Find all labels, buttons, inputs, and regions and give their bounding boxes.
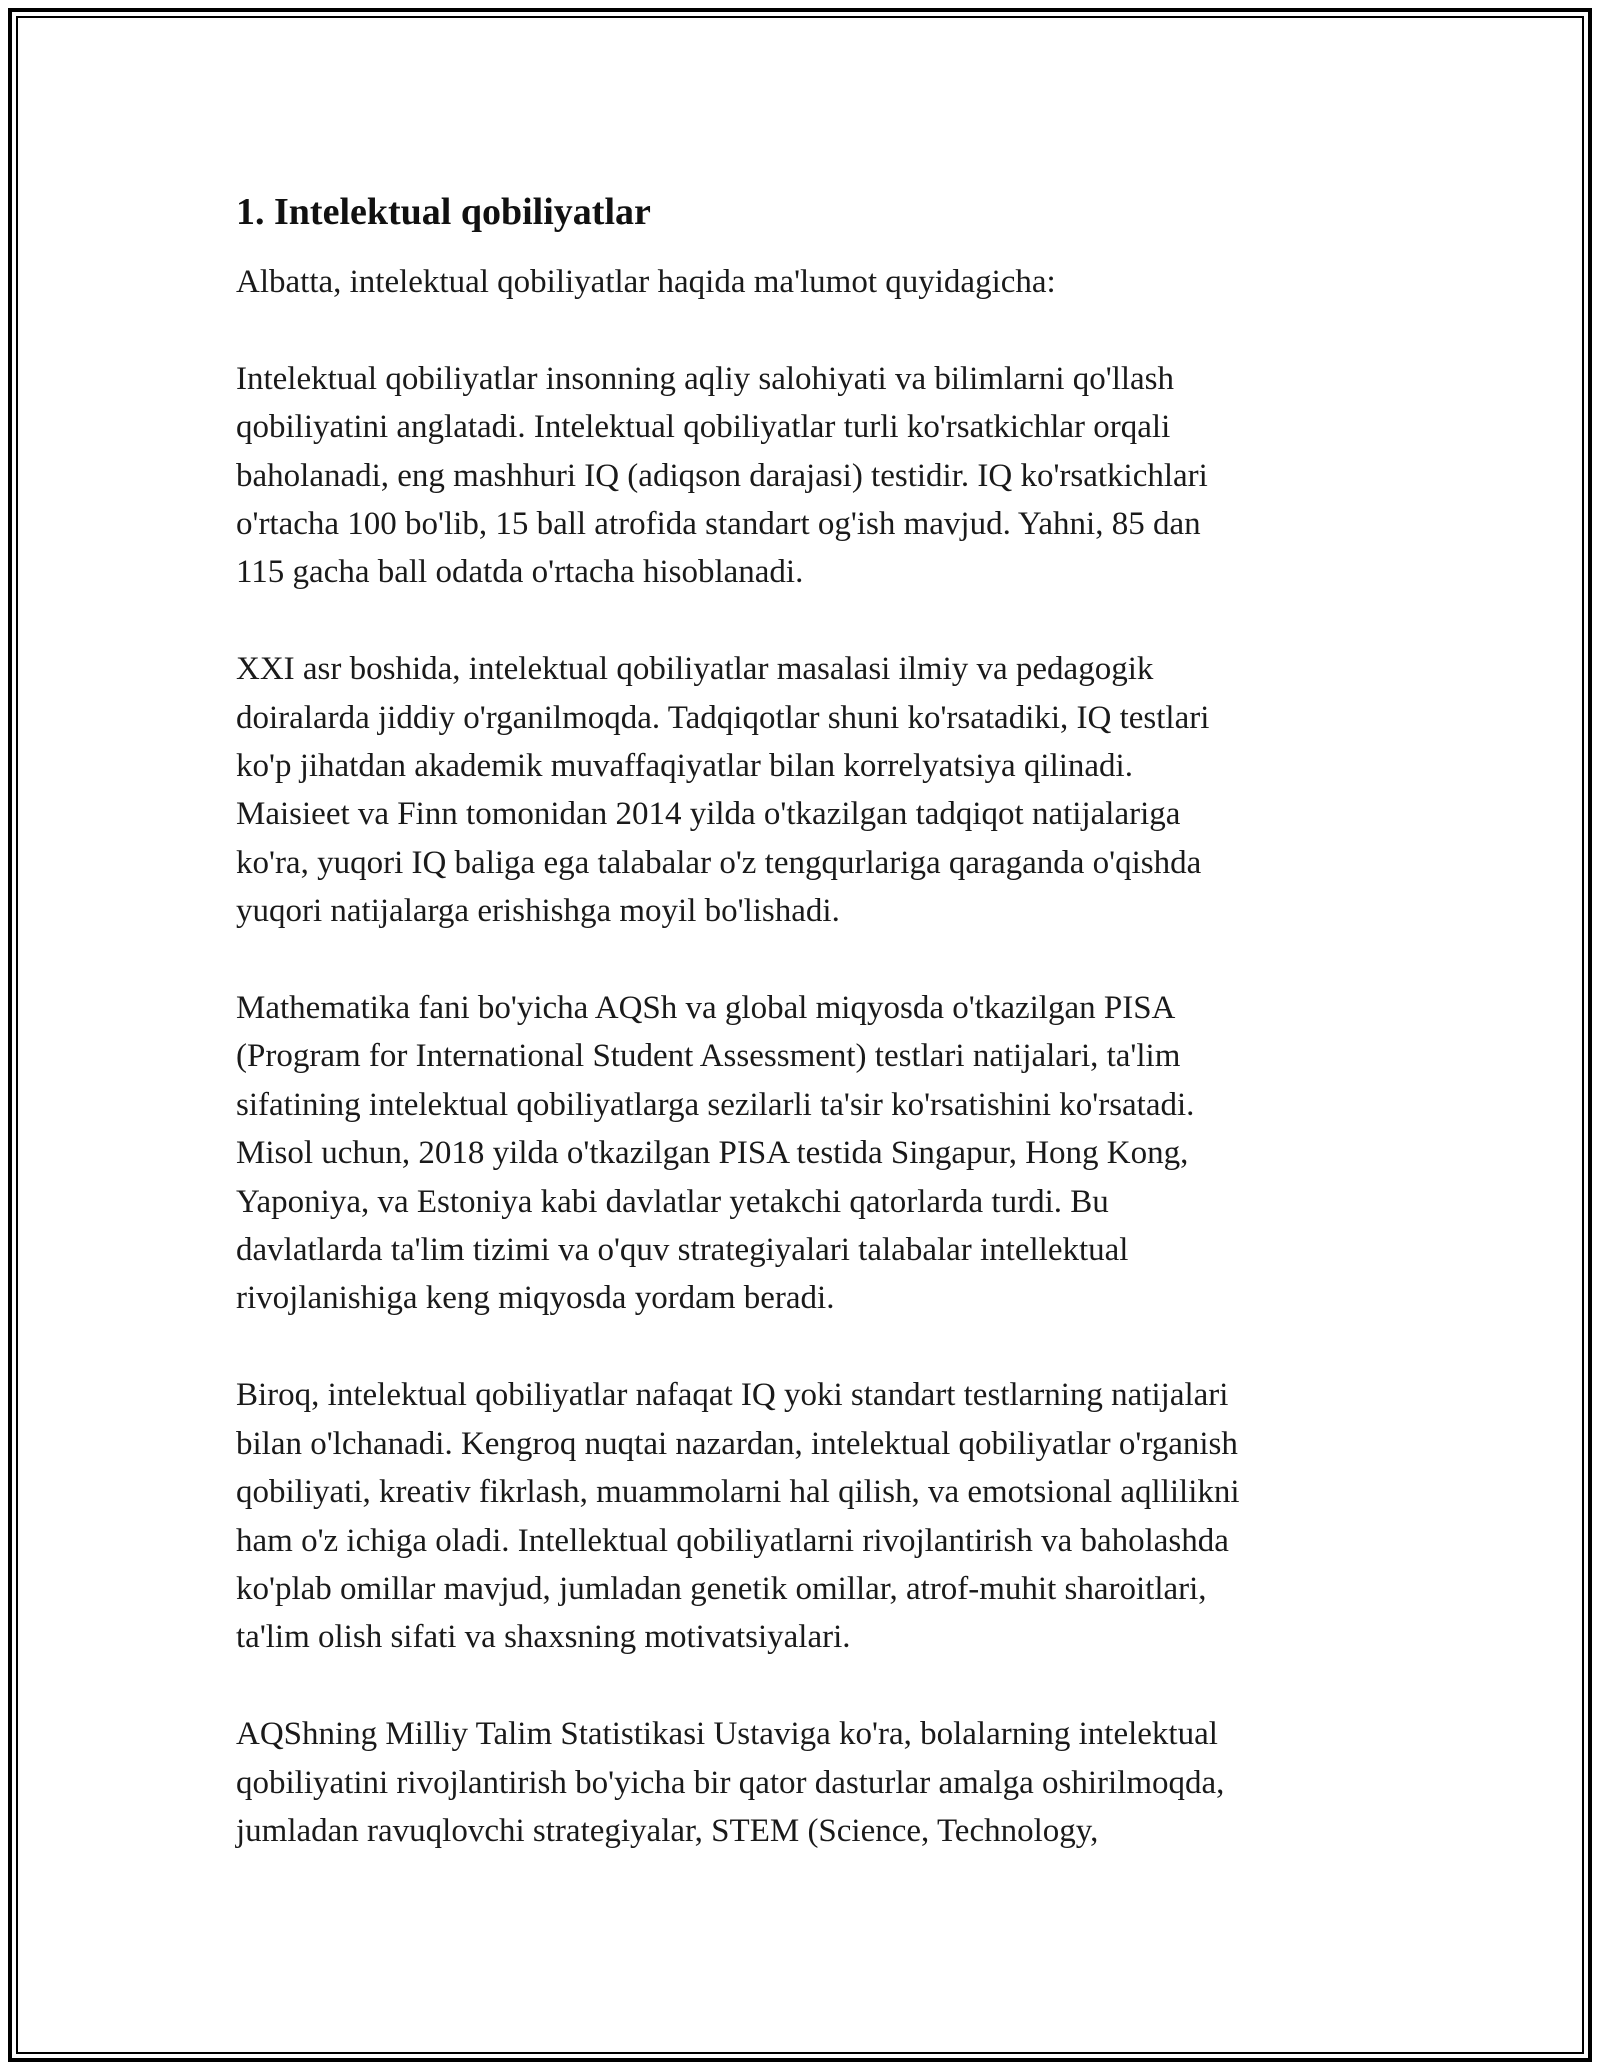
paragraph-usa-programs: AQShning Milliy Talim Statistikasi Ustaviga ko'ra, bolalarning intelektual qobiliyatini rivojlantirish bo'yicha bir qator dasturlar amalga oshirilmoqda, jumladan ravuqlovchi strategiyalar, STEM (Science, Technology, <box>236 1716 1225 1849</box>
paragraph-pisa: Mathematika fani bo'yicha AQSh va global miqyosda o'tkazilgan PISA (Program for International Student Assessment) testlari natijalari, ta'lim sifatining intelektual qobiliyatlarga sezilarli ta'sir ko'rsatishini ko'rsatadi. Misol uchun, 2018 yilda o'tkazilgan PISA testida Singapur, Hong Kong, Yaponiya, va Estoniya kabi davlatlar yetakchi qatorlarda turdi. Bu davlatlarda ta'lim tizimi va o'quv strategiyalari talabalar intellektual rivojlanishiga keng miqyosda yordam beradi. <box>236 990 1195 1317</box>
paragraph-broader-view: Biroq, intelektual qobiliyatlar nafaqat IQ yoki standart testlarning natijalari bilan o'lchanadi. Kengroq nuqtai nazardan, intelektual qobiliyatlar o'rganish qobiliyati, kreativ fikrlash, muammolarni hal qilish, va emotsional aqllilikni ham o'z ichiga oladi. Intellektual qobiliyatlarni rivojlantirish va baholashda ko'plab omillar mavjud, jumladan genetik omillar, atrof-muhit sharoitlari, ta'lim olish sifati va shaxsning motivatsiyalari. <box>236 1377 1240 1656</box>
section-heading: 1. Intelektual qobiliyatlar <box>236 191 651 233</box>
paragraph-research: XXI asr boshida, intelektual qobiliyatlar masalasi ilmiy va pedagogik doiralarda jiddiy o'rganilmoqda. Tadqiqotlar shuni ko'rsatadiki, IQ testlari ko'p jihatdan akademik muvaffaqiyatlar bilan korrelyatsiya qilinadi. Maisieet va Finn tomonidan 2014 yilda o'tkazilgan tadqiqot natijalariga ko'ra, yuqori IQ baliga ega talabalar o'z tengqurlariga qaraganda o'qishda yuqori natijalarga erishishga moyil bo'lishadi. <box>236 651 1210 930</box>
document-body <box>236 186 1366 1904</box>
paragraph-intro: Albatta, intelektual qobiliyatlar haqida ma'lumot quyidagicha: <box>236 264 1056 300</box>
paragraph-definition: Intelektual qobiliyatlar insonning aqliy salohiyati va bilimlarni qo'llash qobiliyatini anglatadi. Intelektual qobiliyatlar turli ko'rsatkichlar orqali baholanadi, eng mashhuri IQ (adiqson darajasi) testidir. IQ ko'rsatkichlari o'rtacha 100 bo'lib, 15 ball atrofida standart og'ish mavjud. Yahni, 85 dan 115 gacha ball odatda o'rtacha hisoblanadi. <box>236 360 1208 591</box>
